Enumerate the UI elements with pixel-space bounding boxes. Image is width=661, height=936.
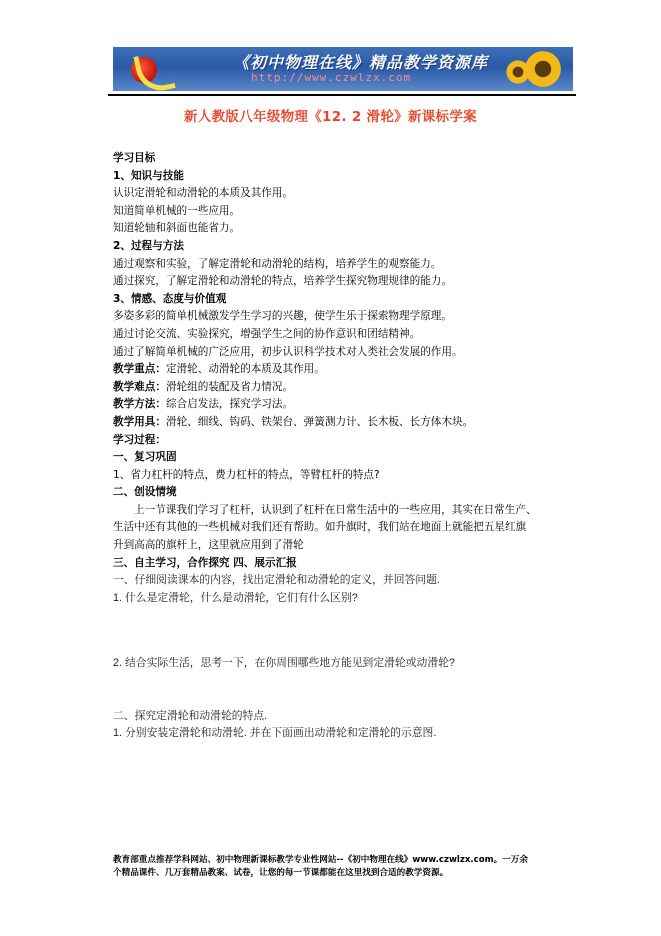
text-line: 知道简单机械的一些应用。 (113, 204, 241, 217)
text-line: 通过观察和实验，了解定滑轮和动滑轮的结构，培养学生的观察能力。 (113, 257, 442, 270)
labeled-line: 教学难点：滑轮组的装配及省力情况。 (113, 380, 294, 393)
heading-objectives: 学习目标 (113, 152, 156, 164)
header-divider (108, 94, 576, 96)
text-line: 通过了解简单机械的广泛应用，初步认识科学技术对人类社会发展的作用。 (113, 345, 463, 358)
question-3: 1. 分别安装定滑轮和动滑轮. 并在下面画出动滑轮和定滑轮的示意图. (113, 727, 437, 740)
labeled-line: 教学方法：综合启发法，探究学习法。 (113, 398, 294, 411)
task-instruction: 二、探究定滑轮和动滑轮的特点. (113, 709, 268, 722)
page-footer (113, 854, 583, 879)
scenario-text: 上一节课我们学习了杠杆，认识到了杠杆在日常生活中的一些应用，其实在日常生产、 (134, 503, 537, 516)
text-line: 多姿多彩的简单机械激发学生学习的兴趣，使学生乐于探索物理学原理。 (113, 310, 452, 323)
footer-line: 个精品课件、几万套精品教案、试卷，让您的每一节课都能在这里找到合适的教学资源。 (113, 867, 449, 878)
text-line: 通过讨论交流、实验探究，增强学生之间的协作意识和团结精神。 (113, 327, 421, 340)
subheading: 1、知识与技能 (113, 169, 184, 182)
document-title: 新人教版八年级物理《12. 2 滑轮》新课标学案 (184, 109, 477, 125)
site-logo-icon (127, 51, 165, 89)
subheading: 2、过程与方法 (113, 239, 184, 252)
section-self-study: 三、自主学习，合作探究 四、展示汇报 (113, 556, 297, 569)
section-scenario: 二、创设情境 (113, 486, 177, 499)
text-line: 知道轮轴和斜面也能省力。 (113, 222, 241, 235)
heading-process: 学习过程： (113, 433, 166, 446)
text-line: 认识定滑轮和动滑轮的本质及其作用。 (113, 187, 294, 200)
question-2: 2. 结合实际生活，思考一下，在你周围哪些地方能见到定滑轮或动滑轮? (113, 657, 455, 670)
text-line: 通过探究，了解定滑轮和动滑轮的特点，培养学生探究物理规律的能力。 (113, 275, 452, 288)
section-review: 一、复习巩固 (113, 451, 177, 464)
task-instruction: 一、仔细阅读课本的内容，找出定滑轮和动滑轮的定义，并回答问题. (113, 574, 440, 587)
labeled-line: 教学重点：定滑轮、动滑轮的本质及其作用。 (113, 363, 325, 376)
labeled-line: 教学用具：滑轮、细线、钩码、铁架台、弹簧测力计、长木板、长方体木块。 (113, 415, 474, 428)
banner-url: http://www.czwlzx.com (251, 71, 412, 84)
footer-line: 教育部重点推荐学科网站、初中物理新课标教学专业性网站--《初中物理在线》www.czwlzx.com。一万余 (113, 855, 528, 865)
scenario-text: 升到高高的旗杆上，这里就应用到了滑轮 (113, 539, 304, 552)
banner-title: 《初中物理在线》精品教学资源库 (233, 53, 489, 72)
header-banner (113, 47, 573, 91)
subheading: 3、情感、态度与价值观 (113, 292, 227, 305)
sunflower-icon (523, 49, 569, 89)
scenario-text: 生活中还有其他的一些机械对我们还有帮助。如升旗时，我们站在地面上就能把五星红旗 (113, 521, 527, 534)
review-question: 1、省力杠杆的特点，费力杠杆的特点，等臂杠杆的特点? (113, 468, 380, 481)
question-1: 1. 什么是定滑轮，什么是动滑轮，它们有什么区别? (113, 591, 358, 604)
document-body (113, 150, 583, 743)
